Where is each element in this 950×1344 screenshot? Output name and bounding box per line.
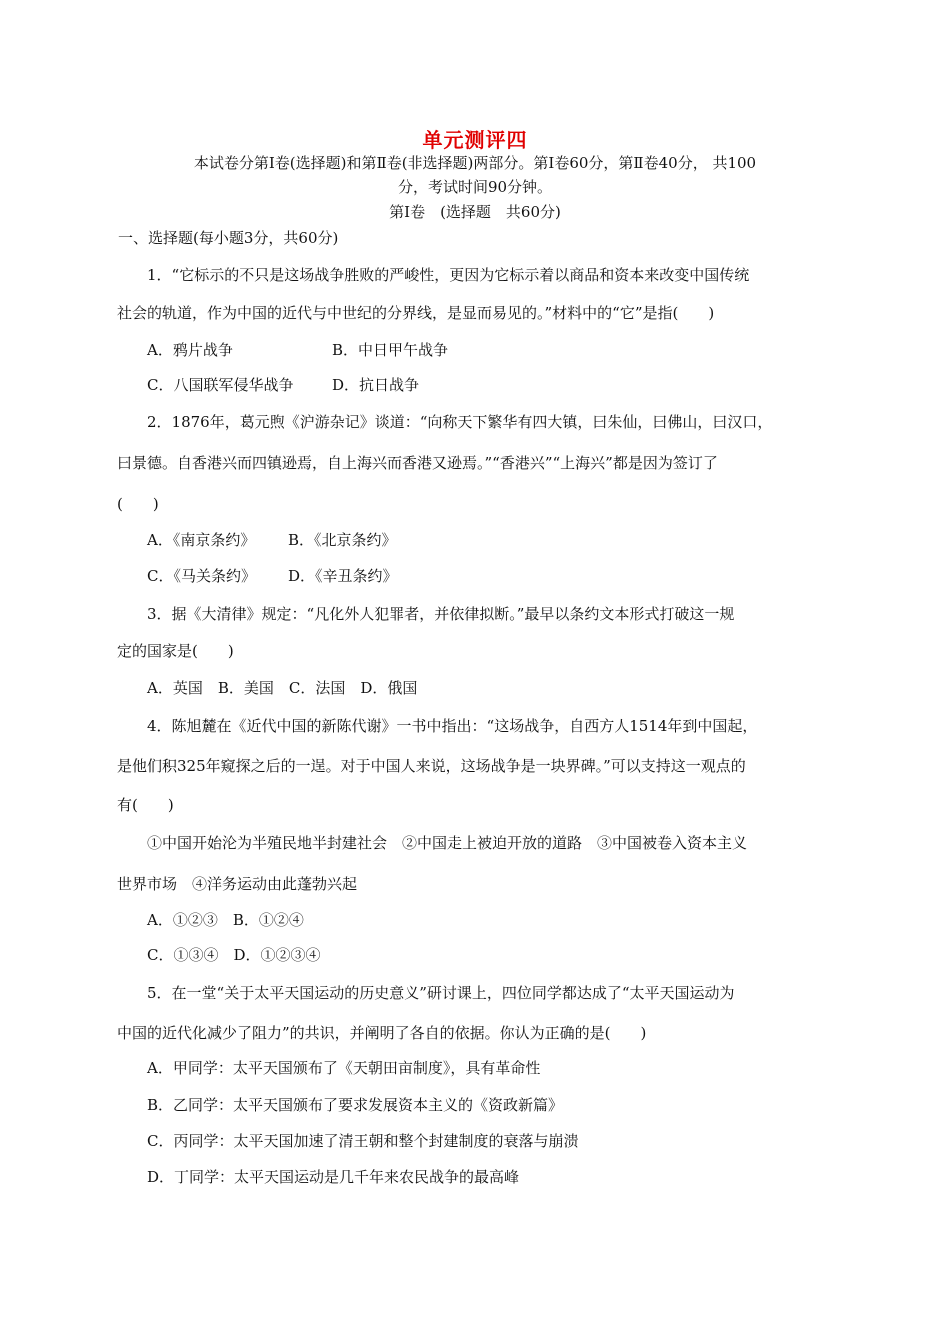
question-2-option-b: B．《北京条约》 [288, 531, 397, 549]
question-5-stem-line-1: 5．在一堂“关于太平天国运动的历史意义”研讨课上，四位同学都达成了“太平天国运动为 [147, 984, 735, 1002]
question-3-stem-line-2: 定的国家是( ) [117, 642, 234, 660]
question-2-stem-line-1: 2．1876年，葛元煦《沪游杂记》谈道：“向称天下繁华有四大镇，曰朱仙，曰佛山，曰汉口， [147, 413, 773, 431]
question-4-stem-line-1: 4．陈旭麓在《近代中国的新陈代谢》一书中指出：“这场战争，自西方人1514年到中国起， [147, 717, 758, 735]
question-1-stem-line-2: 社会的轨道，作为中国的近代与中世纪的分界线，是显而易见的。”材料中的“它”是指( ) [117, 304, 715, 322]
question-2-stem-line-3: ( ) [117, 495, 159, 513]
question-5-option-b: B．乙同学：太平天国颁布了要求发展资本主义的《资政新篇》 [147, 1096, 564, 1114]
section-heading: 一、选择题(每小题3分，共60分) [118, 229, 339, 247]
document-title: 单元测评四 [422, 128, 528, 152]
question-4-stem-line-3: 有( ) [117, 796, 174, 814]
question-5-option-c: C．丙同学：太平天国加速了清王朝和整个封建制度的衰落与崩溃 [147, 1132, 579, 1150]
question-1-stem-line-1: 1．“它标示的不只是这场战争胜败的严峻性，更因为它标示着以商品和资本来改变中国传统 [147, 266, 750, 284]
question-5-stem-line-2: 中国的近代化减少了阻力”的共识，并阐明了各自的依据。你认为正确的是( ) [117, 1024, 647, 1042]
question-4-item-line-2: 世界市场 ④洋务运动由此蓬勃兴起 [117, 875, 358, 893]
question-1-option-b: B．中日甲午战争 [332, 341, 449, 359]
part1-heading: 第Ⅰ卷 (选择题 共60分) [389, 203, 561, 221]
question-1-option-c: C．八国联军侵华战争 [147, 376, 294, 394]
question-5-option-a: A．甲同学：太平天国颁布了《天朝田亩制度》，具有革命性 [147, 1059, 541, 1077]
question-2-option-c: C．《马关条约》 [147, 567, 256, 585]
question-2-option-d: D．《辛丑条约》 [288, 567, 398, 585]
question-3-options: A．英国 B．美国 C．法国 D．俄国 [147, 679, 418, 697]
question-4-stem-line-2: 是他们积325年窥探之后的一逞。对于中国人来说，这场战争是一块界碑。”可以支持这一观点的 [117, 757, 746, 775]
question-4-options-line-2: C．①③④ D．①②③④ [147, 946, 321, 964]
question-5-option-d: D．丁同学：太平天国运动是几千年来农民战争的最高峰 [147, 1168, 520, 1186]
question-3-stem-line-1: 3．据《大清律》规定：“凡化外人犯罪者，并依律拟断。”最早以条约文本形式打破这一规 [147, 605, 735, 623]
question-1-option-d: D．抗日战争 [332, 376, 420, 394]
question-2-option-a: A．《南京条约》 [147, 531, 256, 549]
intro-line-1: 本试卷分第Ⅰ卷(选择题)和第Ⅱ卷(非选择题)两部分。第Ⅰ卷60分，第Ⅱ卷40分， 共100 [193, 154, 757, 172]
question-4-options-line-1: A．①②③ B．①②④ [147, 911, 304, 929]
question-2-stem-line-2: 曰景德。自香港兴而四镇逊焉，自上海兴而香港又逊焉。”“香港兴”“上海兴”都是因为签订了 [117, 454, 718, 472]
intro-line-2: 分，考试时间90分钟。 [397, 178, 553, 196]
question-4-item-line-1: ①中国开始沦为半殖民地半封建社会 ②中国走上被迫开放的道路 ③中国被卷入资本主义 [147, 834, 748, 852]
question-1-option-a: A．鸦片战争 [147, 341, 233, 359]
